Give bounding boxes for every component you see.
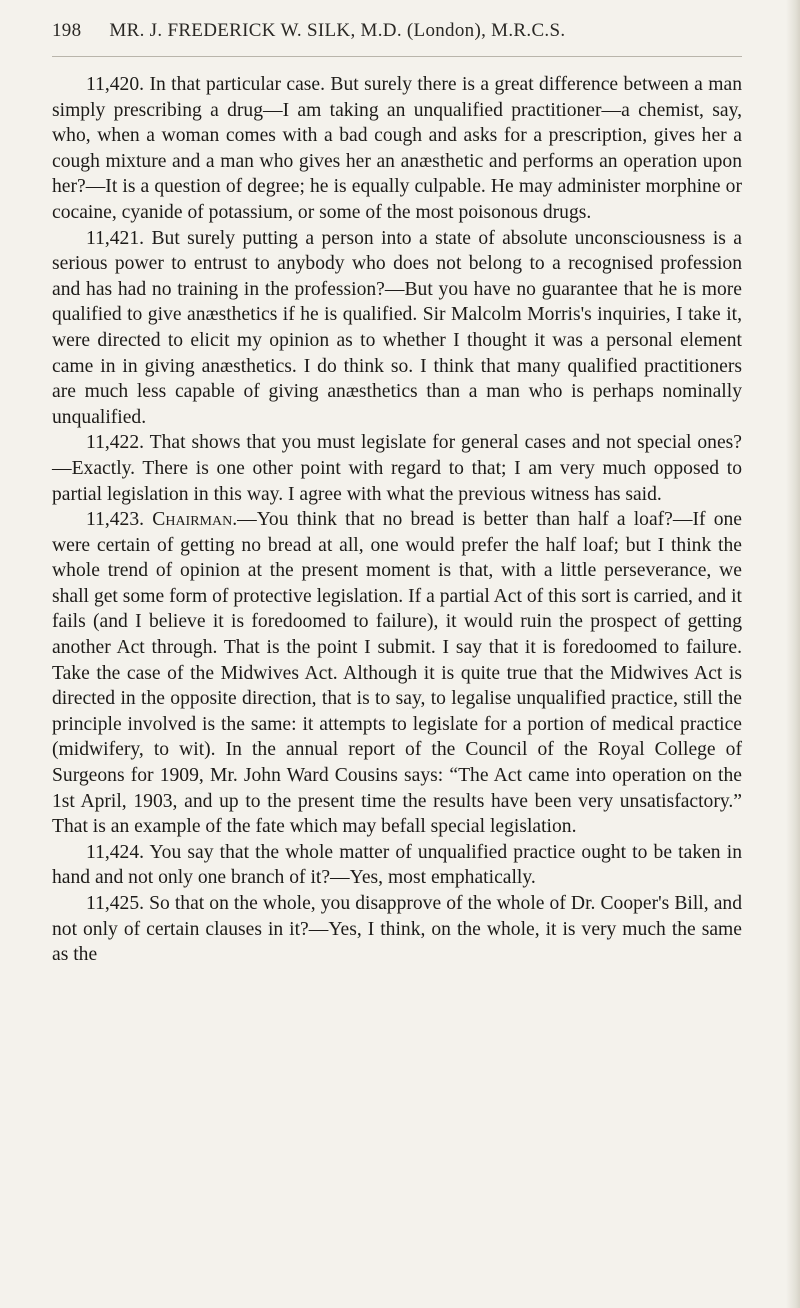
paragraph-11420: 11,420. In that particular case. But surely there is a great difference between a man simply prescribing a drug—I am taking an unqualified practitioner—a chemist, say, who, when a woman comes with a bad cough and asks for a prescription, gives her a cough mixture and a man who gives her an anæsthetic and performs an operation upon her?—It is a question of degree; he is equally culpable. He may administer morphine or cocaine, cyanide of potassium, or some of the most poisonous drugs. (52, 74, 742, 223)
page-edge-shadow (786, 0, 800, 1308)
page-number: 198 (52, 20, 82, 41)
speaker-label: Chairman. (152, 509, 238, 531)
paragraph-11423 (52, 507, 742, 840)
running-head (52, 20, 752, 54)
running-title: MR. J. FREDERICK W. SILK, M.D. (London), M.R.C.S. (109, 20, 566, 41)
header-rule (52, 56, 742, 57)
body-text (52, 72, 742, 968)
paragraph-11421: 11,421. But surely putting a person into a state of absolute unconsciousness is a serious power to entrust to anybody who does not belong to a recognised profession and has had no training in the profession?—But you have no guarantee that he is more qualified to give anæsthetics if he is qualified. Sir Malcolm Morris's inquiries, I take it, were directed to elicit my opinion as to whether I thought it was a personal element came in in giving anæsthetics. I do think so. I think that many qualified practitioners are much less capable of giving anæsthetics than a man who is perhaps nominally unqualified. (52, 227, 742, 428)
paragraph-11424: 11,424. You say that the whole matter of unqualified practice ought to be taken in hand and not only one branch of it?—Yes, most emphatically. (52, 841, 742, 889)
paragraph-11422: 11,422. That shows that you must legislate for general cases and not special ones?—Exactly. There is one other point with regard to that; I am very much opposed to partial legislation in this way. I agree with what the previous witness has said. (52, 432, 742, 505)
question-number: 11,423. (86, 509, 145, 531)
paragraph-text: —You think that no bread is better than half a loaf?—If one were certain of getting no bread at all, one would prefer the half loaf; but I think the whole trend of opinion at the present moment is that, with a little perseverance, we shall get some form of protective legislation. If a partial Act of this sort is carried, and it fails (and I believe it is foredoomed to failure), it would ruin the prospect of getting another Act through. That is the point I submit. I say that it is foredoomed to failure. Take the case of the Midwives Act. Although it is quite true that the Midwives Act is directed in the opposite direction, that is to say, to legalise unqualified practice, still the principle involved is the same: it attempts to legislate for a portion of medical practice (midwifery, to wit). In the annual report of the Council of the Royal College of Surgeons for 1909, Mr. John Ward Cousins says: “The Act came into operation on the 1st April, 1903, and up to the present time the results have been very unsatisfactory.” That is an example of the fate which may befall special legislation. (52, 509, 742, 838)
paragraph-11425: 11,425. So that on the whole, you disapprove of the whole of Dr. Cooper's Bill, and not only of certain clauses in it?—Yes, I think, on the whole, it is very much the same as the (52, 893, 742, 966)
